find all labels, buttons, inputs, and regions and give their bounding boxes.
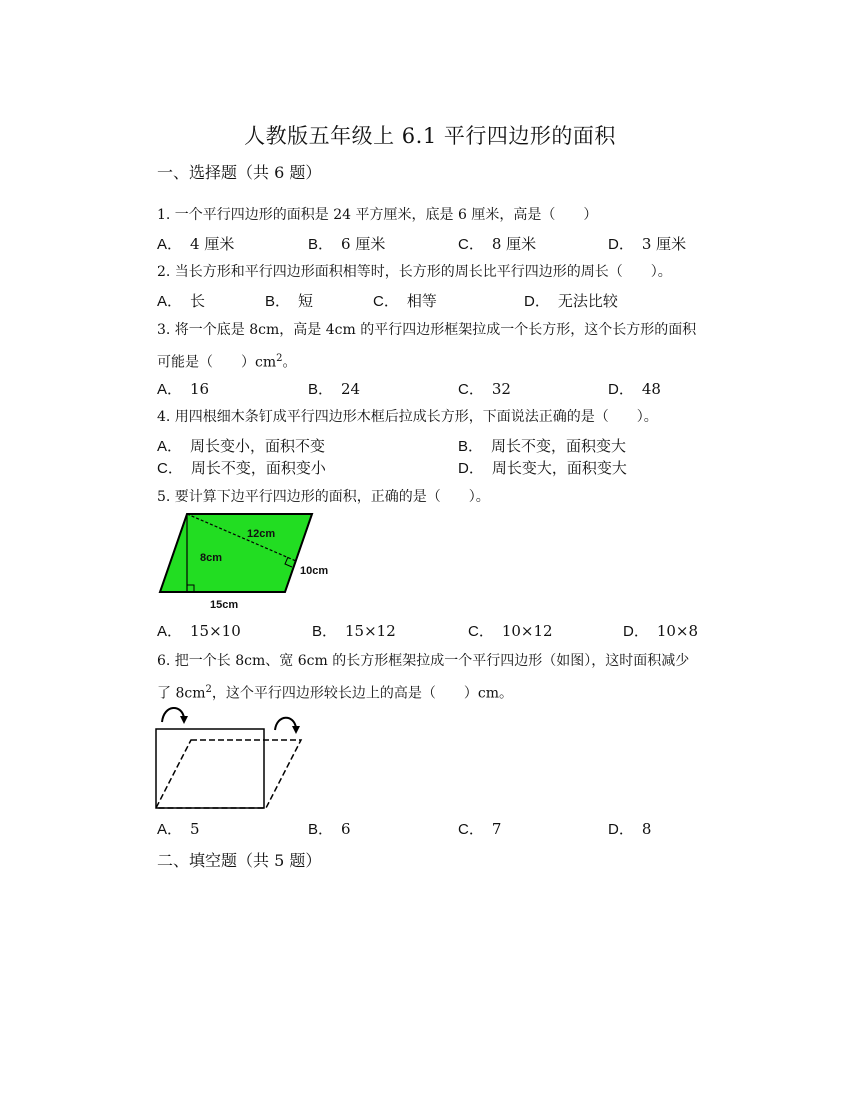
option-letter: B． — [308, 381, 334, 398]
question-5-option-a[interactable] — [157, 620, 241, 641]
question-6-line2-pre: 了 8cm — [157, 685, 206, 702]
question-1-option-c[interactable] — [458, 233, 536, 254]
option-letter: A． — [157, 236, 183, 253]
question-1-option-a[interactable] — [157, 233, 234, 254]
question-5-option-b[interactable] — [312, 620, 396, 641]
question-2-option-b[interactable] — [265, 290, 313, 311]
label-10cm: 10cm — [300, 565, 329, 577]
label-8cm: 8cm — [200, 552, 223, 564]
option-text: 6 — [341, 820, 351, 838]
question-6-option-b[interactable] — [308, 818, 351, 839]
option-text: 15×12 — [345, 622, 396, 640]
option-letter: C． — [468, 623, 494, 640]
rectangle-to-parallelogram-figure — [150, 700, 310, 812]
option-text: 短 — [298, 292, 314, 310]
option-letter: A． — [157, 438, 183, 455]
option-text: 周长不变，面积变大 — [491, 437, 627, 455]
option-text: 周长变小，面积不变 — [190, 437, 326, 455]
option-text: 5 — [190, 820, 200, 838]
option-text: 周长不变，面积变小 — [190, 459, 326, 477]
parallelogram-figure — [150, 508, 350, 614]
option-text: 8 — [641, 820, 652, 838]
option-letter: B． — [458, 438, 484, 455]
rotation-arrow-left-icon — [162, 708, 184, 722]
question-3-superscript: 2 — [276, 353, 283, 364]
option-letter: C． — [458, 821, 484, 838]
question-6-text-line1: 6. 把一个长 8cm、宽 6cm 的长方形框架拉成一个平行四边形（如图），这时面积减少 — [157, 653, 690, 669]
question-6-option-d[interactable] — [608, 818, 651, 839]
question-3-line2-pre: 可能是（ ）cm — [157, 354, 277, 371]
option-text: 6 厘米 — [341, 235, 386, 253]
option-text: 32 — [491, 380, 511, 398]
option-letter: D． — [458, 460, 484, 477]
question-3-option-a[interactable] — [157, 378, 209, 399]
option-letter: A． — [157, 381, 183, 398]
option-letter: A． — [157, 293, 183, 310]
question-6-superscript: 2 — [205, 684, 212, 695]
question-6-line2-post: ，这个平行四边形较长边上的高是（ ）cm。 — [211, 685, 513, 702]
option-letter: D． — [524, 293, 550, 310]
dashed-parallelogram — [156, 740, 301, 808]
option-letter: C． — [157, 460, 183, 477]
question-3-text-line2 — [157, 349, 297, 373]
option-text: 10×8 — [656, 622, 699, 640]
question-3-option-d[interactable] — [608, 378, 661, 399]
question-6-option-a[interactable] — [157, 818, 200, 839]
option-text: 4 厘米 — [190, 235, 235, 253]
option-letter: D． — [623, 623, 649, 640]
page-title: 人教版五年级上 6.1 平行四边形的面积 — [244, 124, 616, 148]
question-5-text: 5. 要计算下边平行四边形的面积，正确的是（ ）。 — [157, 489, 490, 505]
question-4-text: 4. 用四根细木条钉成平行四边形木框后拉成长方形，下面说法正确的是（ ）。 — [157, 409, 658, 425]
option-letter: B． — [265, 293, 291, 310]
question-5-option-c[interactable] — [468, 620, 553, 641]
option-letter: C． — [458, 381, 484, 398]
question-3-text-line1: 3. 将一个底是 8cm，高是 4cm 的平行四边形框架拉成一个长方形，这个长方形的面积 — [157, 322, 697, 338]
rotation-arrow-right-icon — [275, 718, 296, 730]
option-text: 8 厘米 — [491, 235, 537, 253]
question-1-option-d[interactable] — [608, 233, 686, 254]
question-5-option-d[interactable] — [623, 620, 698, 641]
option-text: 16 — [190, 380, 210, 398]
rotation-arrowhead-right — [292, 726, 300, 734]
rotation-arrowhead-left — [180, 716, 188, 724]
question-2-option-d[interactable] — [524, 290, 618, 311]
question-3-option-c[interactable] — [458, 378, 511, 399]
question-2-option-a[interactable] — [157, 290, 205, 311]
question-2-text: 2. 当长方形和平行四边形面积相等时，长方形的周长比平行四边形的周长（ ）。 — [157, 264, 672, 280]
question-4-option-d[interactable] — [458, 457, 627, 478]
label-15cm: 15cm — [210, 599, 239, 611]
option-text: 3 厘米 — [641, 235, 687, 253]
parallelogram-shape — [160, 514, 312, 592]
original-rectangle — [156, 729, 264, 808]
question-1-option-b[interactable] — [308, 233, 385, 254]
question-4-option-c[interactable] — [157, 457, 326, 478]
option-text: 48 — [641, 380, 661, 398]
option-letter: C． — [458, 236, 484, 253]
option-letter: B． — [308, 236, 334, 253]
option-text: 相等 — [406, 292, 437, 310]
option-text: 周长变大，面积变大 — [491, 459, 627, 477]
question-1-text: 1. 一个平行四边形的面积是 24 平方厘米，底是 6 厘米，高是（ ） — [157, 207, 598, 223]
question-2-option-c[interactable] — [373, 290, 437, 311]
option-letter: B． — [308, 821, 334, 838]
label-12cm: 12cm — [247, 528, 276, 540]
section-heading-fill: 二、填空题（共 5 题） — [157, 851, 322, 870]
option-text: 10×12 — [501, 622, 553, 640]
question-4-option-b[interactable] — [458, 435, 626, 456]
question-4-option-a[interactable] — [157, 435, 325, 456]
option-letter: A． — [157, 821, 183, 838]
section-heading-choice: 一、选择题（共 6 题） — [157, 163, 322, 182]
option-text: 7 — [491, 820, 502, 838]
question-6-option-c[interactable] — [458, 818, 501, 839]
question-3-option-b[interactable] — [308, 378, 360, 399]
option-letter: D． — [608, 381, 634, 398]
question-3-line2-post: 。 — [282, 354, 297, 371]
option-letter: A． — [157, 623, 183, 640]
option-letter: D． — [608, 821, 634, 838]
option-text: 15×10 — [190, 622, 241, 640]
option-text: 无法比较 — [557, 292, 618, 310]
option-letter: C． — [373, 293, 399, 310]
option-text: 24 — [341, 380, 361, 398]
option-text: 长 — [190, 292, 206, 310]
option-letter: B． — [312, 623, 338, 640]
option-letter: D． — [608, 236, 634, 253]
